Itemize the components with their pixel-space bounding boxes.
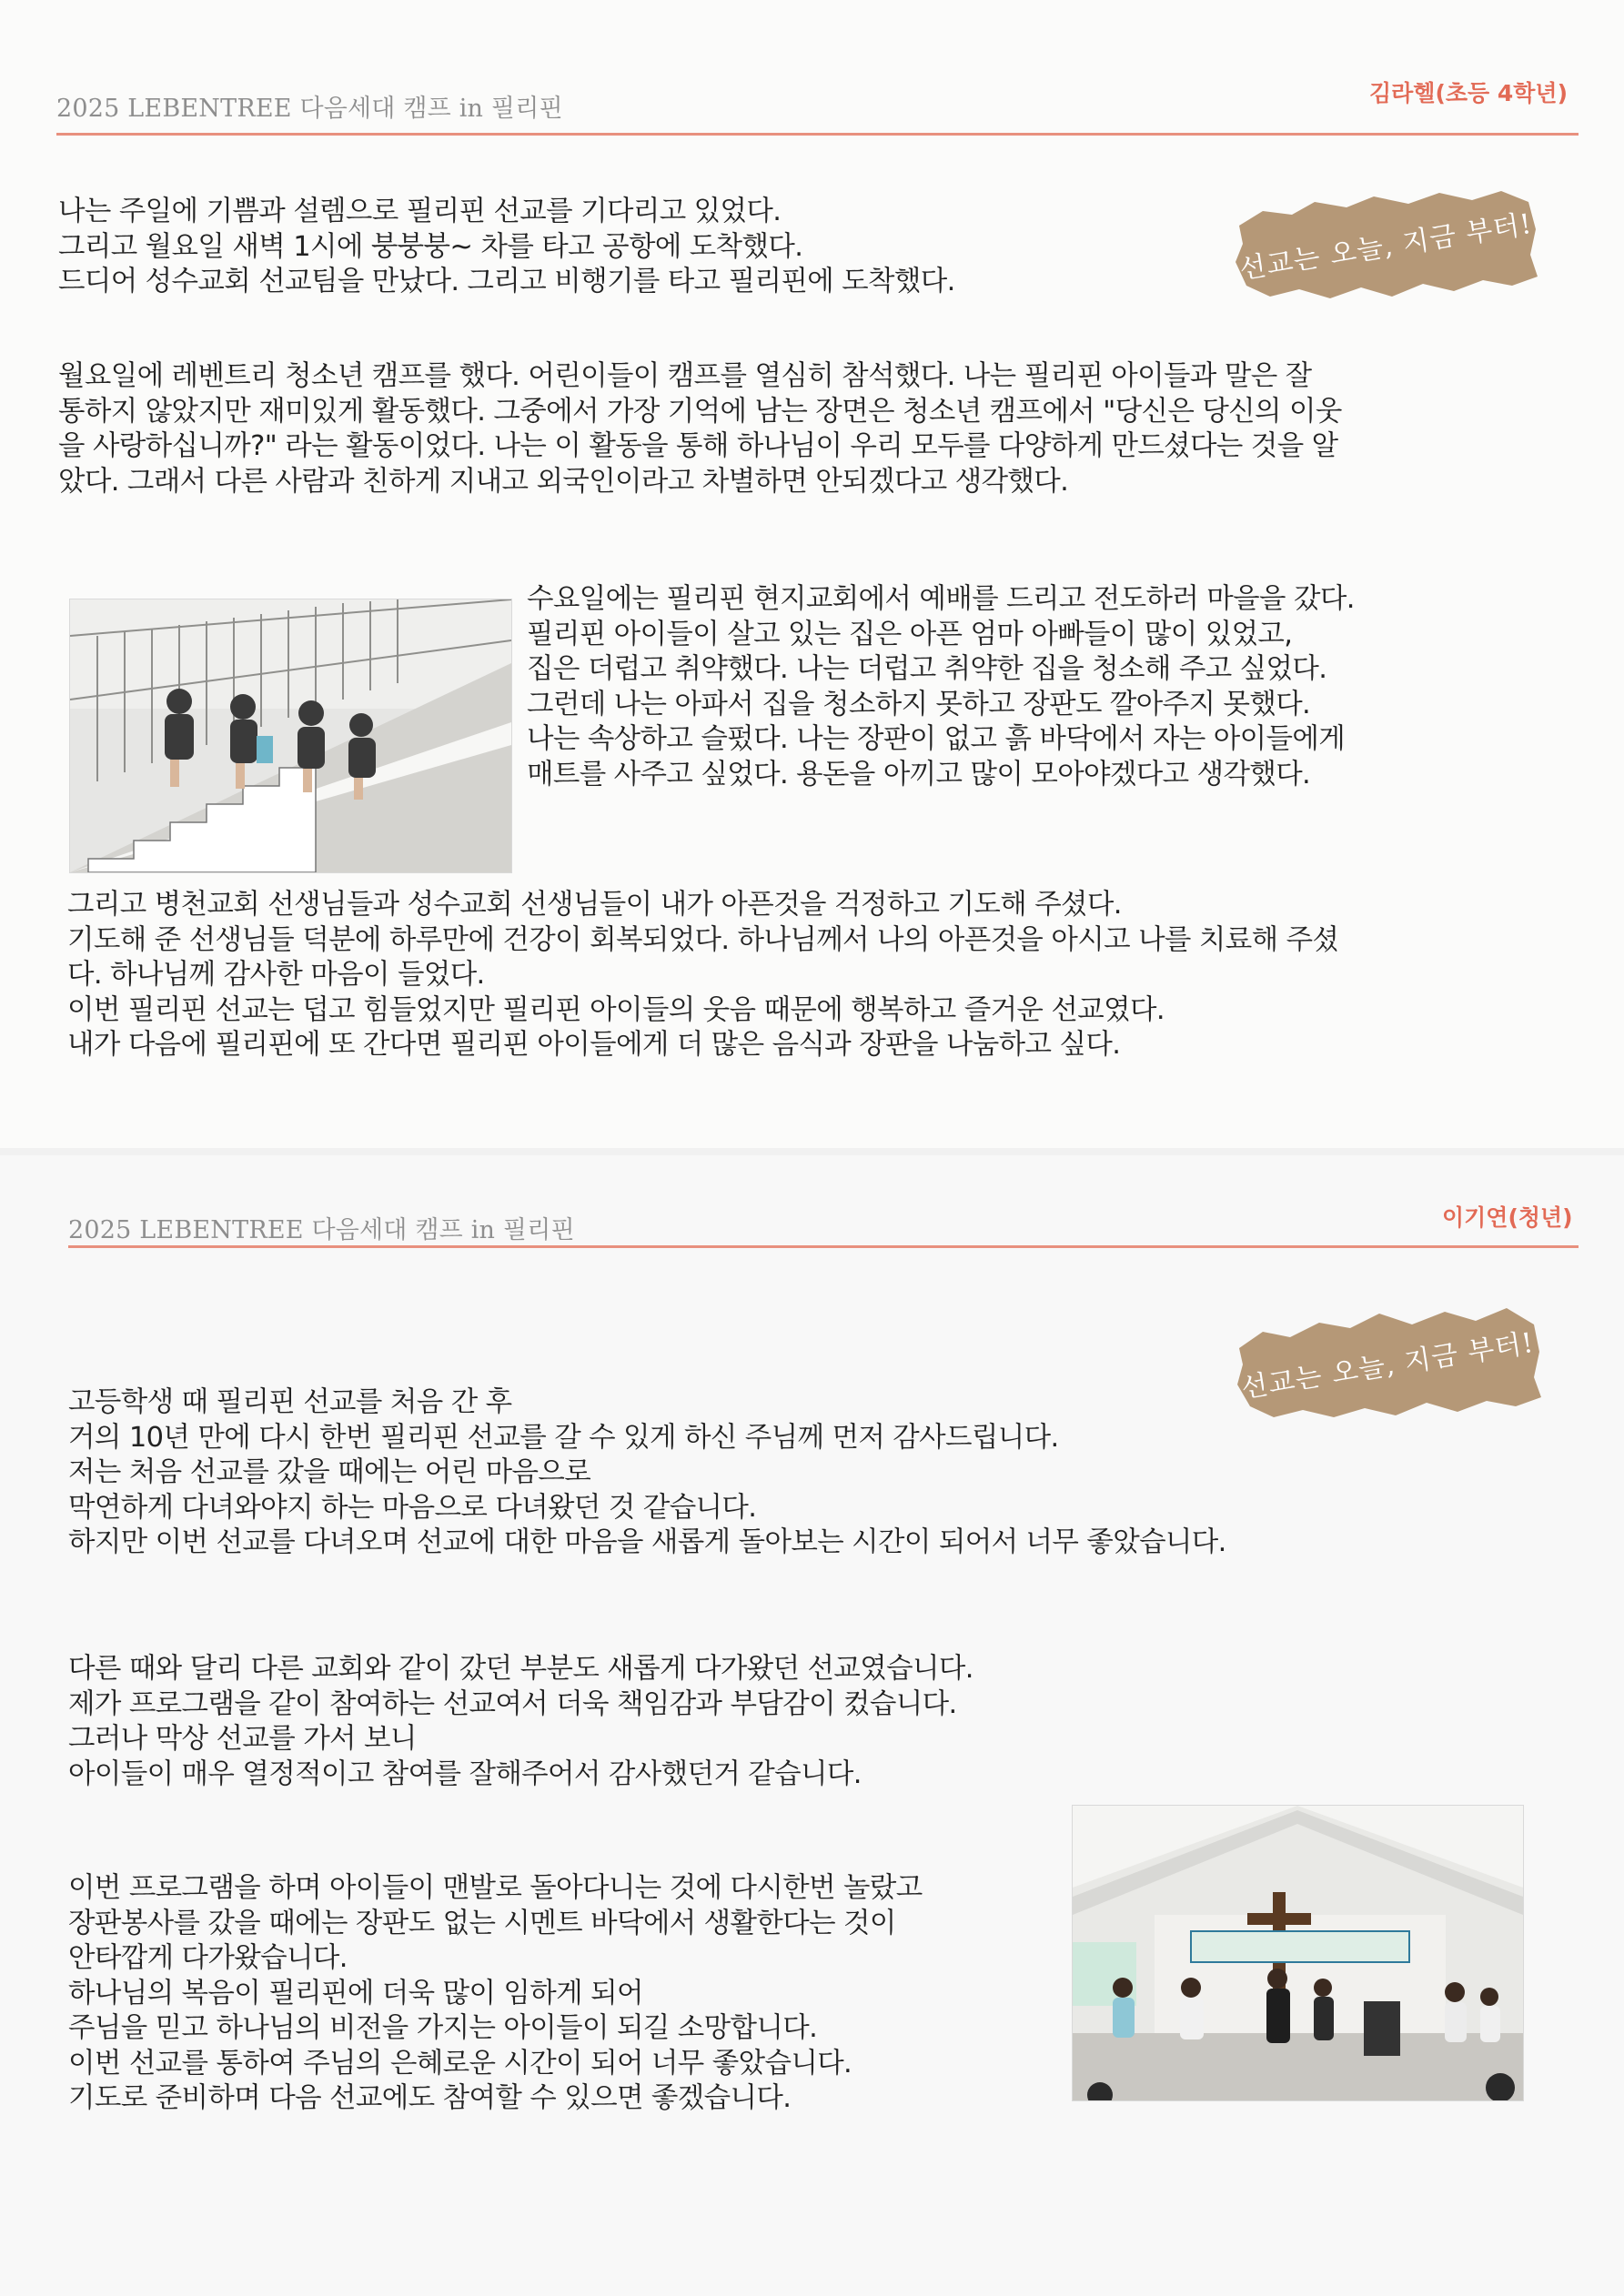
text-line: 막연하게 다녀와야지 하는 마음으로 다녀왔던 것 같습니다. <box>68 1491 757 1524</box>
text-line: 매트를 사주고 싶었다. 용돈을 아끼고 많이 모아야겠다고 생각했다. <box>527 758 1311 791</box>
paragraph-1 <box>68 1385 1226 1561</box>
text-line: 저는 처음 선교를 갔을 때에는 어린 마음으로 <box>68 1456 591 1488</box>
text-line: 그리고 병천교회 선생님들과 성수교회 선생님들이 내가 아픈것을 걱정하고 기도해 주셨다. <box>67 889 1122 921</box>
text-line: 그리고 월요일 새벽 1시에 붕붕붕~ 차를 타고 공항에 도착했다. <box>58 230 803 263</box>
text-line: 이번 프로그램을 하며 아이들이 맨발로 돌아다니는 것에 다시한번 놀랐고 <box>68 1872 923 1904</box>
text-line: 그러나 막상 선교를 가서 보니 <box>68 1723 417 1755</box>
text-line: 하지만 이번 선교를 다녀오며 선교에 대한 마음을 새롭게 돌아보는 시간이 되어서 너무 좋았습니다. <box>68 1526 1226 1558</box>
paragraph-1 <box>58 195 955 300</box>
text-line: 제가 프로그램을 같이 참여하는 선교여서 더욱 책임감과 부담감이 컸습니다. <box>68 1687 957 1720</box>
paragraph-2 <box>68 1652 973 1792</box>
stairs-photo-illustration <box>70 599 511 872</box>
slogan-text: 선교는 오늘, 지금 부터! <box>1236 207 1535 286</box>
photo-students-on-stairs <box>69 599 512 873</box>
text-line: 하나님의 복음이 필리핀에 더욱 많이 임하게 되어 <box>68 1977 643 2009</box>
text-line: 수요일에는 필리핀 현지교회에서 예배를 드리고 전도하러 마을을 갔다. <box>527 583 1355 615</box>
paragraph-2 <box>58 359 1342 499</box>
text-line: 이번 필리핀 선교는 덥고 힘들었지만 필리핀 아이들의 웃음 때문에 행복하고 즐거운 선교였다. <box>67 993 1165 1026</box>
text-line: 고등학생 때 필리핀 선교를 처음 간 후 <box>68 1386 512 1418</box>
text-line: 주님을 믿고 하나님의 비전을 가지는 아이들이 되길 소망합니다. <box>68 2012 818 2044</box>
text-line: 집은 더럽고 취약했다. 나는 더럽고 취약한 집을 청소해 주고 싶었다. <box>527 653 1327 685</box>
text-line: 아이들이 매우 열정적이고 참여를 잘해주어서 감사했던거 같습니다. <box>68 1757 862 1790</box>
text-line: 나는 속상하고 슬펐다. 나는 장판이 없고 흙 바닥에서 자는 아이들에게 <box>527 723 1346 755</box>
text-line: 았다. 그래서 다른 사람과 친하게 지내고 외국인이라고 차별하면 안되겠다고 생각했다. <box>58 465 1069 498</box>
paragraph-4 <box>67 888 1338 1063</box>
slogan-stamp <box>1228 182 1542 305</box>
author-name: 김라헬(초등 4학년) <box>1369 80 1569 106</box>
text-line: 나는 주일에 기쁨과 설렘으로 필리핀 선교를 기다리고 있었다. <box>58 196 782 227</box>
text-line: 기도로 준비하며 다음 선교에도 참여할 수 있으면 좋겠습니다. <box>68 2082 792 2114</box>
text-line: 월요일에 레벤트리 청소년 캠프를 했다. 어린이들이 캠프를 열심히 참석했다. 나는 필리핀 아이들과 말은 잘 <box>58 360 1312 392</box>
photo-church-worship-stage <box>1072 1805 1524 2101</box>
text-line: 이번 선교를 통하여 주님의 은혜로운 시간이 되어 너무 좋았습니다. <box>68 2047 852 2079</box>
text-line: 내가 다음에 필리핀에 또 간다면 필리핀 아이들에게 더 많은 음식과 장판을 나눔하고 싶다. <box>67 1029 1121 1061</box>
paragraph-3 <box>68 1871 923 2117</box>
text-line: 필리핀 아이들이 살고 있는 집은 아픈 엄마 아빠들이 많이 있었고, <box>527 618 1293 650</box>
church-photo-illustration <box>1073 1806 1523 2100</box>
text-line: 그런데 나는 아파서 집을 청소하지 못하고 장판도 깔아주지 못했다. <box>527 688 1311 720</box>
text-line: 기도해 준 선생님들 덕분에 하루만에 건강이 회복되었다. 하나님께서 나의 아픈것을 아시고 나를 치료해 주셨 <box>67 923 1339 956</box>
text-line: 을 사랑하십니까?" 라는 활동이었다. 나는 이 활동을 통해 하나님이 우리 모두를 다양하게 만드셨다는 것을 알 <box>58 430 1338 462</box>
header-divider <box>68 1245 1579 1248</box>
text-line: 드디어 성수교회 선교팀을 만났다. 그리고 비행기를 타고 필리핀에 도착했다. <box>58 266 955 297</box>
paragraph-3 <box>527 582 1355 792</box>
article-page-2 <box>0 1155 1624 2296</box>
header-divider <box>56 133 1579 136</box>
text-line: 안타깝게 다가왔습니다. <box>68 1942 348 1974</box>
text-line: 다. 하나님께 감사한 마음이 들었다. <box>67 959 485 991</box>
text-line: 거의 10년 만에 다시 한번 필리핀 선교를 갈 수 있게 하신 주님께 먼저 감사드립니다. <box>68 1421 1059 1454</box>
text-line: 통하지 않았지만 재미있게 활동했다. 그중에서 가장 기억에 남는 장면은 청소년 캠프에서 "당신은 당신의 이웃 <box>58 395 1342 428</box>
slogan-stamp <box>1230 1301 1544 1424</box>
slogan-text: 선교는 오늘, 지금 부터! <box>1238 1326 1537 1405</box>
author-name: 이기연(청년) <box>1442 1204 1573 1231</box>
text-line: 장판봉사를 갔을 때에는 장판도 없는 시멘트 바닥에서 생활한다는 것이 <box>68 1907 896 1939</box>
header-title: 2025 LEBENTREE 다음세대 캠프 in 필리핀 <box>56 95 563 123</box>
header-title: 2025 LEBENTREE 다음세대 캠프 in 필리핀 <box>68 1216 575 1244</box>
text-line: 다른 때와 달리 다른 교회와 같이 갔던 부분도 새롭게 다가왔던 선교였습니다. <box>68 1653 973 1685</box>
